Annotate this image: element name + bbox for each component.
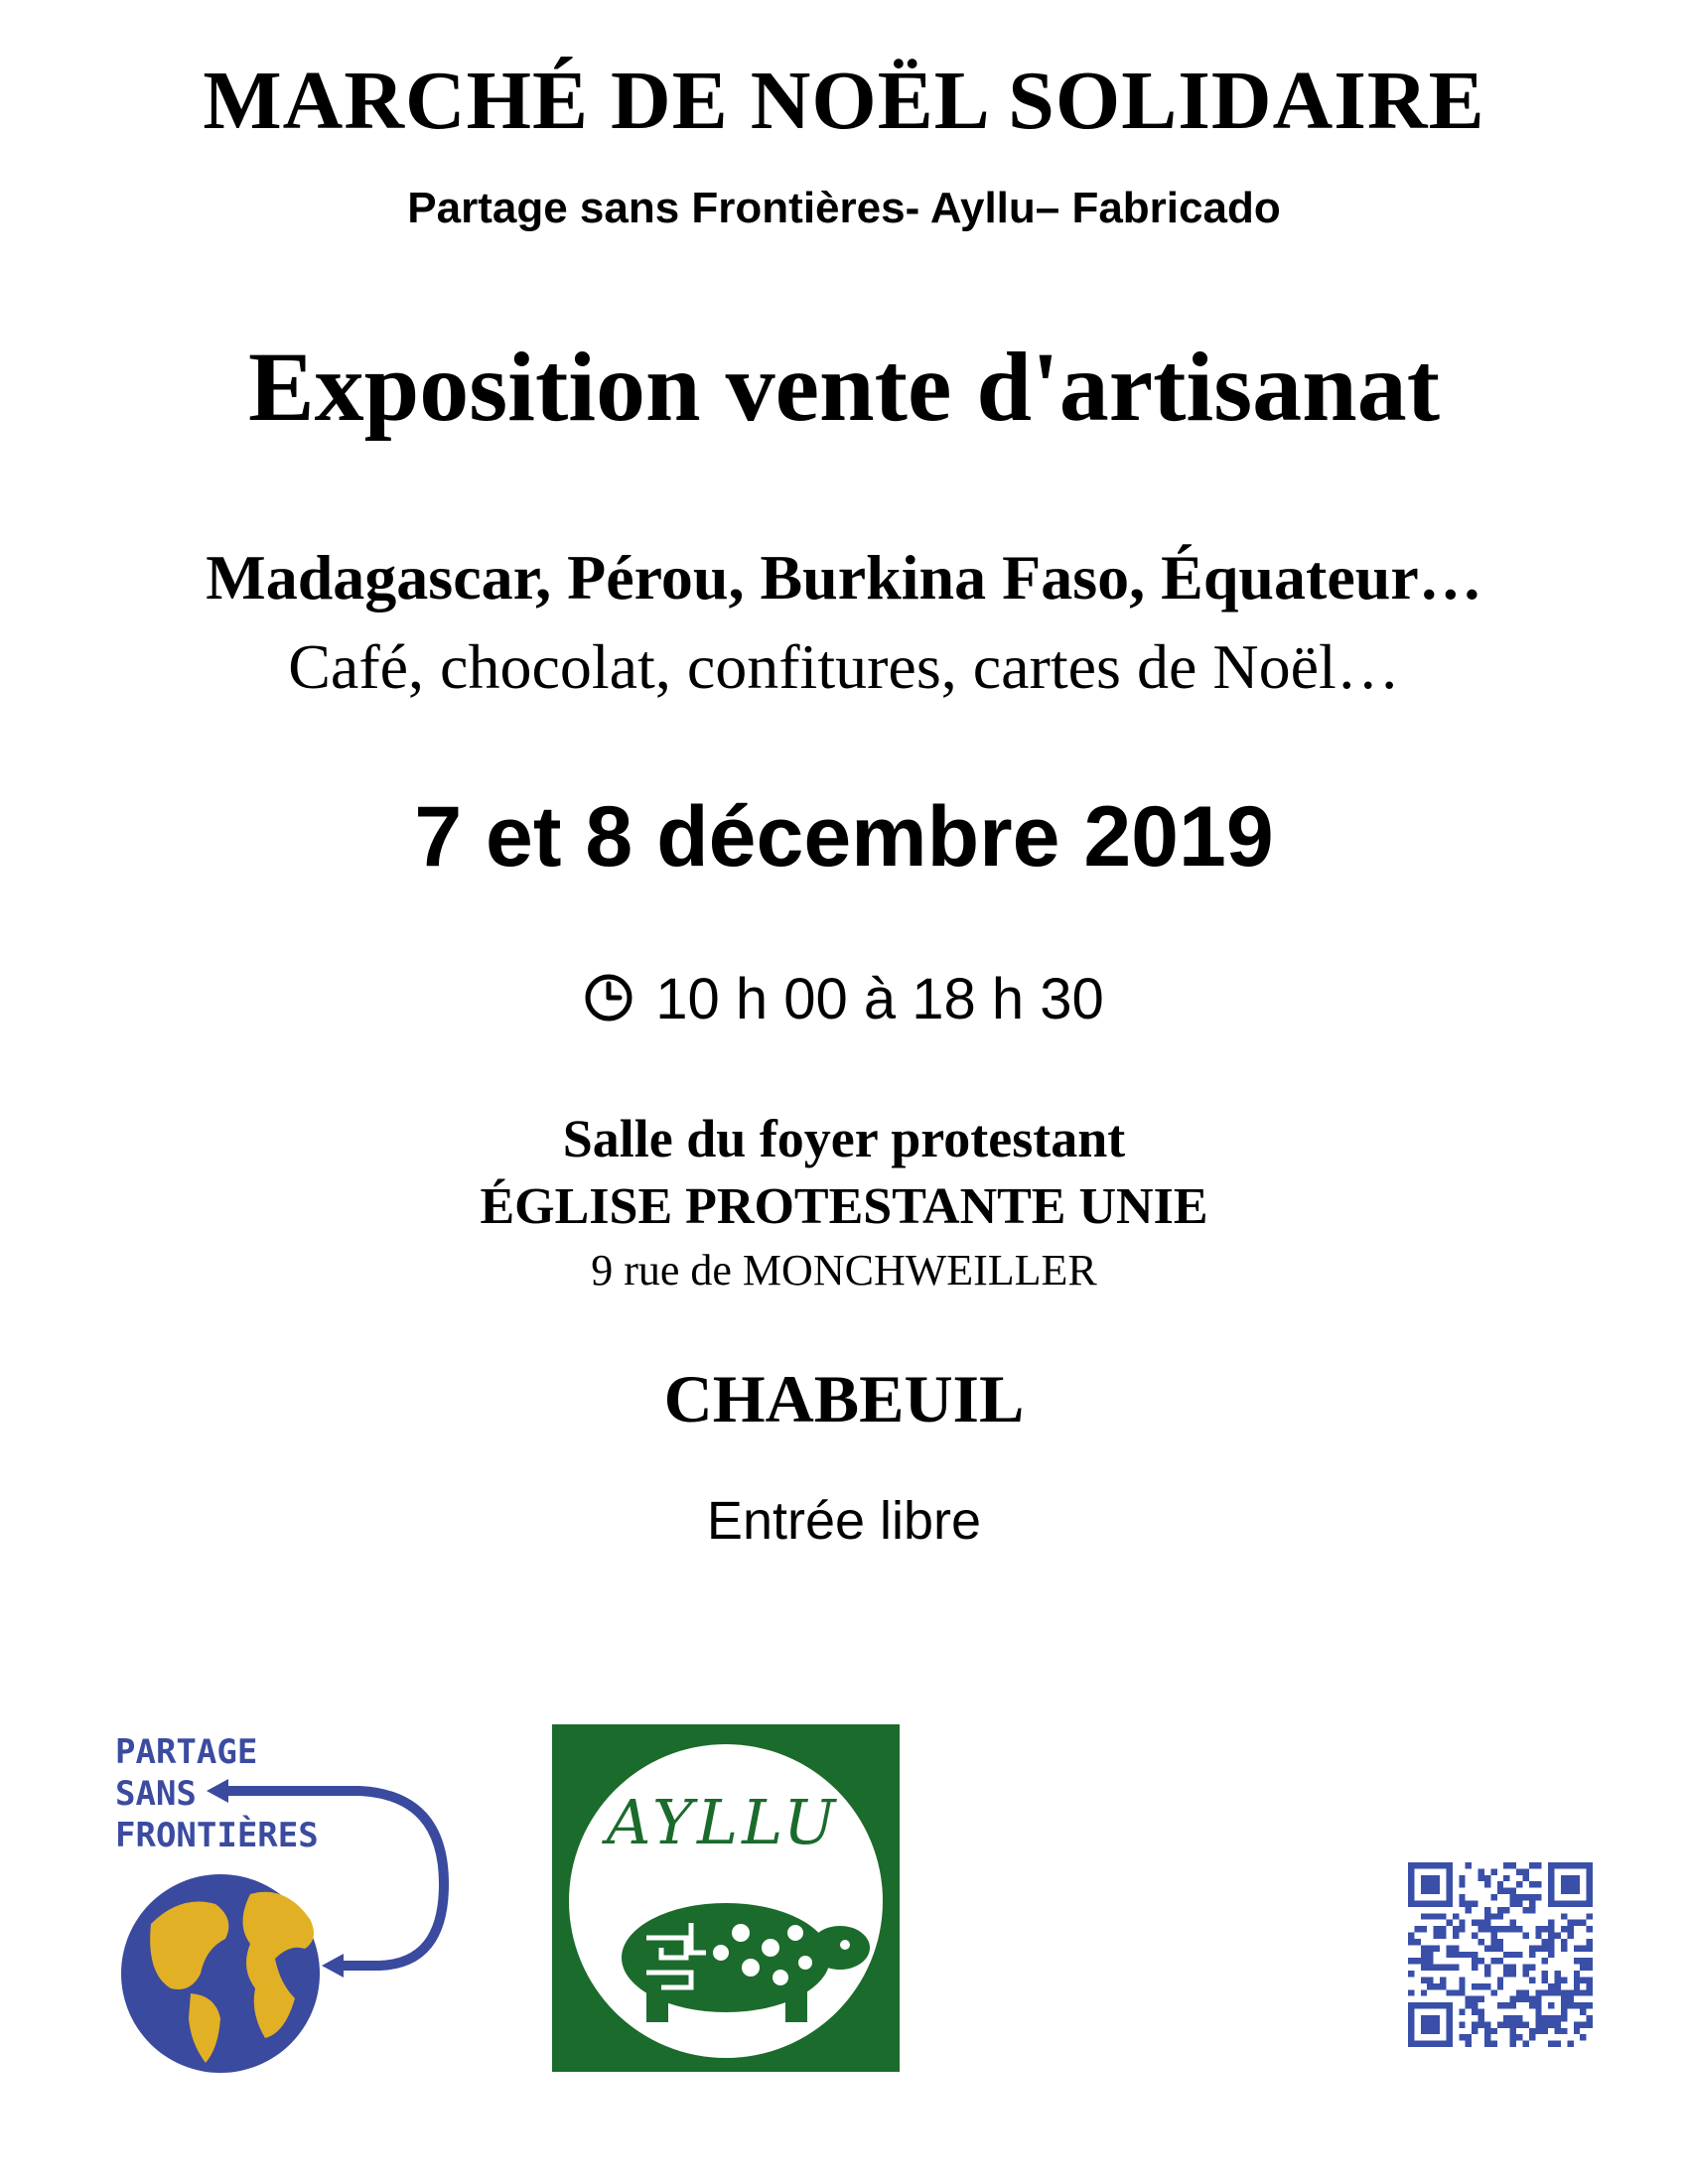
venue-hall: Salle du foyer protestant [562, 1109, 1126, 1168]
logo-text-line: FRONTIÈRES [115, 1816, 319, 1855]
ayllu-logo [552, 1724, 900, 2072]
venue-city: CHABEUIL [663, 1361, 1025, 1436]
entry-info: Entrée libre [706, 1491, 982, 1551]
logo-text-line: PARTAGE [115, 1732, 258, 1772]
clock-icon [584, 973, 633, 1032]
qr-code[interactable] [1408, 1862, 1593, 2047]
opening-hours-text: 10 h 00 à 18 h 30 [655, 967, 1104, 1031]
poster-title: MARCHÉ DE NOËL SOLIDAIRE [203, 55, 1485, 147]
venue-address: 9 rue de MONCHWEILLER [591, 1246, 1097, 1295]
products-line: Café, chocolat, confitures, cartes de Noël… [288, 631, 1400, 702]
headline: Exposition vente d'artisanat [247, 332, 1441, 442]
logo-text-line: SANS [115, 1774, 197, 1814]
partage-sans-frontieres-logo [111, 1732, 449, 2073]
opening-hours [0, 967, 1688, 1032]
svg-text:AYLLU: AYLLU [606, 1786, 840, 1858]
countries-line: Madagascar, Pérou, Burkina Faso, Équateur… [206, 542, 1482, 613]
event-dates: 7 et 8 décembre 2019 [414, 789, 1274, 885]
venue-church: ÉGLISE PROTESTANTE UNIE [480, 1178, 1208, 1235]
globe-icon [111, 1732, 449, 2073]
organizers-line: Partage sans Frontières- Ayllu– Fabricado [407, 184, 1281, 232]
